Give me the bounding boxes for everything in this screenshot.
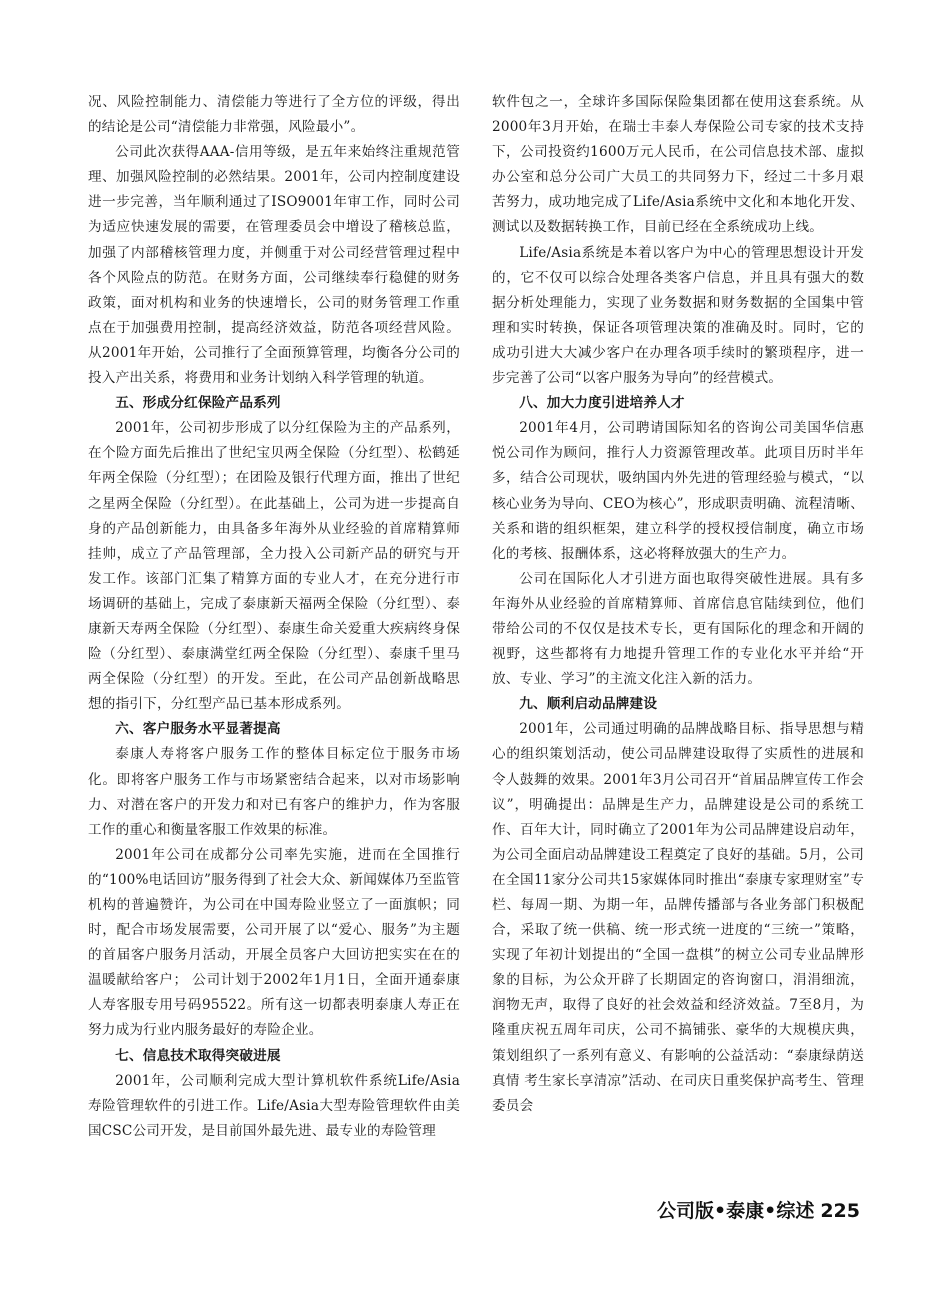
running-footer-label: 公司版•泰康•综述 [657,1200,815,1222]
paragraph: 软件包之一，全球许多国际保险集团都在使用这套系统。从2000年3月开始，在瑞士丰泰人寿保险公司专家的技术支持下，公司投资约1600万元人民币，在公司信息技术部、虚拟办公室和总分公司广大员工的共同努力下，经过二十多月艰苦努力，成功地完成了Life/Asia系统中文化和本地化开发、测试以及数据转换工作，目前已经在全系统成功上线。 [492,94,864,236]
paragraph: Life/Asia系统是本着以客户为中心的管理思想设计开发的，它不仅可以综合处理各类客户信息，并且具有强大的数据分析处理能力，实现了业务数据和财务数据的全国集中管理和实时转换，保证各项管理决策的准确及时。同时，它的成功引进大大减少客户在办理各项手续时的繁琐程序，进一步完善了公司“以客户服务为导向”的经营模式。 [492,244,864,387]
paragraph: 公司此次获得AAA-信用等级，是五年来始终注重规范管理、加强风险控制的必然结果。2001年，公司内控制度建设进一步完善，当年顺利通过了ISO9001年审工作，同时公司为适应快速发展的需要，在管理委员会中增设了稽核总监，加强了内部稽核管理力度，并侧重于对公司经营管理过程中各个风险点的防范。在财务方面，公司继续奉行稳健的财务政策，面对机构和业务的快速增长，公司的财务管理工作重点在于加强费用控制，提高经济效益，防范各项经营风险。从2001年开始，公司推行了全面预算管理，均衡各分公司的投入产出关系，将费用和业务计划纳入科学管理的轨道。 [88,144,460,387]
section-heading: 八、加大力度引进培养人才 [519,395,685,412]
section-heading: 九、顺利启动品牌建设 [519,696,658,713]
right-column [492,90,864,1119]
paragraph: 公司在国际化人才引进方面也取得突破性进展。具有多年海外从业经验的首席精算师、首席信息官陆续到位，他们带给公司的不仅仅是技术专长，更有国际化的理念和开阔的视野，这些都将有力地提升管理工作的专业化水平并给“开放、专业、学习”的主流文化注入新的活力。 [492,570,864,688]
section-heading: 六、客户服务水平显著提高 [115,721,281,738]
page-footer [600,1196,860,1223]
paragraph: 泰康人寿将客户服务工作的整体目标定位于服务市场化。即将客户服务工作与市场紧密结合起来，以对市场影响力、对潜在客户的开发力和对已有客户的维护力，作为客服工作的重心和衡量客服工作效果的标准。 [88,746,460,838]
section-heading: 七、信息技术取得突破进展 [115,1047,281,1064]
paragraph: 况、风险控制能力、清偿能力等进行了全方位的评级，得出的结论是公司“清偿能力非常强，风险最小”。 [88,94,460,136]
paragraph: 2001年，公司初步形成了以分红保险为主的产品系列，在个险方面先后推出了世纪宝贝两全保险（分红型）、松鹤延年两全保险（分红型）；在团险及银行代理方面，推出了世纪之星两全保险（分红型）。在此基础上，公司为进一步提高自身的产品创新能力，由具备多年海外从业经验的首席精算师挂帅，成立了产品管理部，全力投入公司新产品的研究与开发工作。该部门汇集了精算方面的专业人才，在充分进行市场调研的基础上，完成了泰康新天福两全保险（分红型）、泰康新天寿两全保险（分红型）、泰康生命关爱重大疾病终身保险（分红型）、泰康满堂红两全保险（分红型）、泰康千里马两全保险（分红型）的开发。至此，在公司产品创新战略思想的指引下，分红型产品已基本形成系列。 [88,420,460,713]
paragraph: 2001年，公司通过明确的品牌战略目标、指导思想与精心的组织策划活动，使公司品牌建设取得了实质性的进展和令人鼓舞的效果。2001年3月公司召开“首届品牌宣传工作会议”，明确提出：品牌是生产力，品牌建设是公司的系统工作、百年大计，同时确立了2001年为公司品牌建设启动年，为公司全面启动品牌建设工程奠定了良好的基础。5月，公司在全国11家分公司共15家媒体同时推出“泰康专家理财室”专栏、每周一期、为期一年，品牌传播部与各业务部门积极配合，采取了统一供稿、统一形式统一进度的“三统一”策略，实现了年初计划提出的“全国一盘棋”的树立公司专业品牌形象的目标，为公众开辟了长期固定的咨询窗口，涓涓细流，润物无声，取得了良好的社会效益和经济效益。7至8月，为隆重庆祝五周年司庆，公司不搞铺张、豪华的大规模庆典，策划组织了一系列有意义、有影响的公益活动：“泰康绿荫送真情 考生家长享清凉”活动、在司庆日重奖保护高考生、管理委员会 [492,721,864,1114]
paragraph: 2001年公司在成都分公司率先实施，进而在全国推行的“100%电话回访”服务得到了社会大众、新闻媒体乃至监管机构的普遍赞许，为公司在中国寿险业竖立了一面旗帜；同时，配合市场发展需要，公司开展了以“爱心、服务”为主题的首届客户服务月活动，开展全员客户大回访把实实在在的温暖献给客户； 公司计划于2002年1月1日，全面开通泰康人寿客服专用号码95522。所有这一切都表明泰康人寿正在努力成为行业内服务最好的寿险企业。 [88,846,460,1039]
left-column [88,90,460,1144]
section-heading: 五、形成分红保险产品系列 [115,395,281,412]
paragraph: 2001年4月，公司聘请国际知名的咨询公司美国华信惠悦公司作为顾问，推行人力资源管理改革。此项目历时半年多，结合公司现状，吸纳国内外先进的管理经验与模式，“以核心业务为导向、CEO为核心”，形成职责明确、流程清晰、关系和谐的组织框架，建立科学的授权授信制度，确立市场化的考核、报酬体系，这必将释放强大的生产力。 [492,420,864,562]
paragraph: 2001年，公司顺利完成大型计算机软件系统Life/Asia寿险管理软件的引进工作。Life/Asia大型寿险管理软件由美国CSC公司开发，是目前国外最先进、最专业的寿险管理 [88,1072,460,1139]
page-number: 225 [820,1200,860,1222]
